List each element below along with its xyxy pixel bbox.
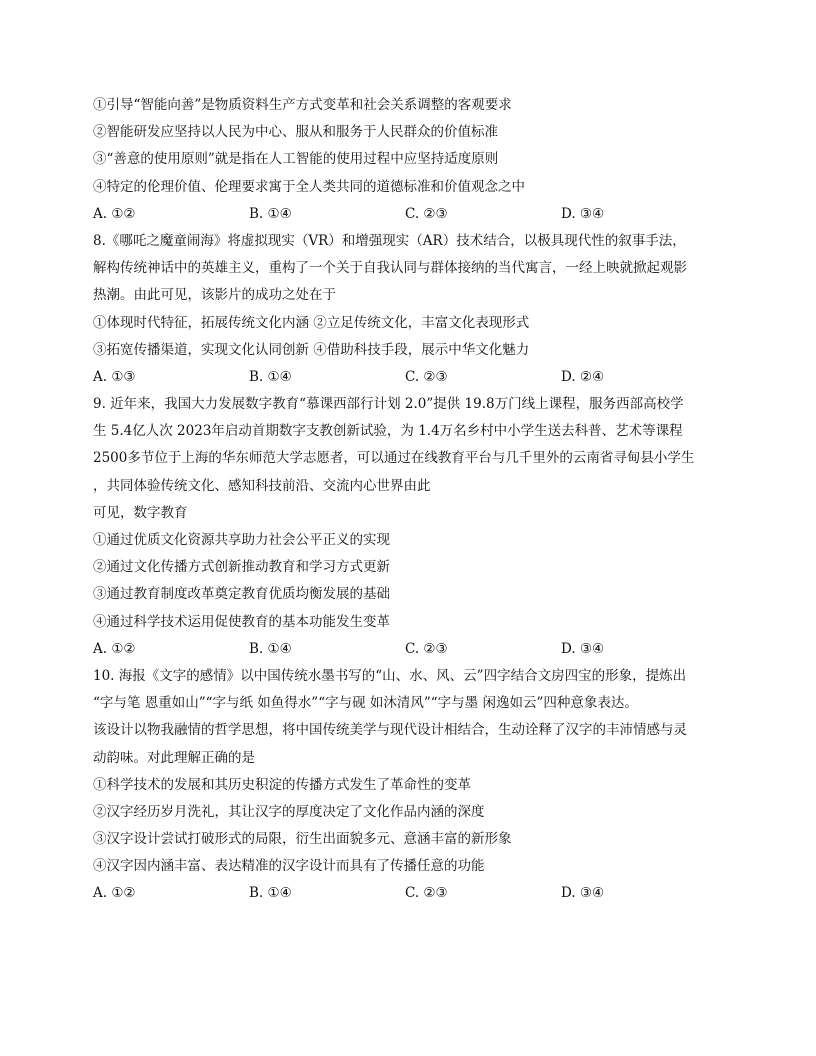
q8-option-d: D. ②④ <box>561 368 605 385</box>
exam-page <box>93 92 733 908</box>
q8-option-a: A. ①③ <box>93 368 136 385</box>
q8-stem-line-3: 热潮。由此可见，该影片的成功之处在于 <box>93 287 336 304</box>
q8-stem-line-1: 8.《哪吒之魔童闹海》将虚拟现实（VR）和增强现实（AR）技术结合，以极具现代性的叙事手法， <box>93 232 686 249</box>
question-9 <box>93 391 733 663</box>
question-7 <box>93 92 733 228</box>
q10-option-b: B. ①④ <box>249 885 292 902</box>
q9-option-d: D. ③④ <box>561 640 605 657</box>
q10-options <box>93 880 733 907</box>
q7-options <box>93 201 733 228</box>
q9-stem-line-3: 2500多节位于上海的华东师范大学志愿者，可以通过在线教育平台与几千里外的云南省寻甸县小学生 <box>93 450 695 467</box>
q7-item-1: ①引导“智能向善”是物质资料生产方式变革和社会关系调整的客观要求 <box>93 97 512 113</box>
q9-item-3: ③通过教育制度改革奠定教育优质均衡发展的基础 <box>93 586 390 603</box>
q10-option-a: A. ①② <box>93 885 136 902</box>
q8-stem-line-2: 解构传统神话中的英雄主义，重构了一个关于自我认同与群体接纳的当代寓言，一经上映就掀起观影 <box>93 260 687 277</box>
q10-stem-line-4: 动韵味。对此理解正确的是 <box>93 749 255 766</box>
q7-option-b: B. ①④ <box>249 205 292 222</box>
question-8 <box>93 228 733 391</box>
q9-option-b: B. ①④ <box>249 640 292 657</box>
q9-option-a: A. ①② <box>93 640 136 657</box>
q9-item-2: ②通过文化传播方式创新推动教育和学习方式更新 <box>93 559 390 576</box>
q7-option-a: A. ①② <box>93 205 136 222</box>
q10-item-3: ③汉字设计尝试打破形式的局限，衍生出面貌多元、意涵丰富的新形象 <box>93 831 512 848</box>
q8-options <box>93 364 733 391</box>
q10-item-4: ④汉字因内涵丰富、表达精准的汉字设计而具有了传播任意的功能 <box>93 858 485 875</box>
q10-item-1: ①科学技术的发展和其历史积淀的传播方式发生了革命性的变革 <box>93 776 471 793</box>
q8-item-2: ③拓宽传播渠道，实现文化认同创新 ④借助科技手段，展示中华文化魅力 <box>93 341 530 358</box>
q10-stem-line-2: “字与笔 恩重如山”“字与纸 如鱼得水”“字与砚 如沐清风”“字与墨 闲逸如云”四种意象表达。 <box>93 695 638 712</box>
question-10 <box>93 663 733 908</box>
q9-stem-line-2: 生 5.4亿人次 2023年启动首期数字支教创新试验，为 1.4万名乡村中小学生送去科普、艺术等课程 <box>93 423 683 440</box>
q9-stem-line-1: 9. 近年来，我国大力发展数字教育“慕课西部行计划 2.0”提供 19.8万门线上课程，服务西部高校学 <box>93 396 684 413</box>
q7-item-2: ②智能研发应坚持以人民为中心、服从和服务于人民群众的价值标准 <box>93 124 498 141</box>
q9-item-1: ①通过优质文化资源共享助力社会公平正义的实现 <box>93 532 390 548</box>
q9-item-4: ④通过科学技术运用促使教育的基本功能发生变革 <box>93 613 390 630</box>
q9-options <box>93 636 733 663</box>
q7-item-3: ③“善意的使用原则”就是指在人工智能的使用过程中应坚持适度原则 <box>93 151 499 168</box>
q7-option-c: C. ②③ <box>405 205 448 222</box>
q9-stem-line-5: 可见，数字教育 <box>93 504 188 521</box>
q8-option-b: B. ①④ <box>249 368 292 385</box>
q9-option-c: C. ②③ <box>405 640 448 657</box>
q10-item-2: ②汉字经历岁月洗礼，其让汉字的厚度决定了文化作品内涵的深度 <box>93 803 485 820</box>
q7-item-4: ④特定的伦理价值、伦理要求寓于全人类共同的道德标准和价值观念之中 <box>93 178 525 195</box>
q10-option-c: C. ②③ <box>405 885 448 902</box>
q8-item-1: ①体现时代特征，拓展传统文化内涵 ②立足传统文化，丰富文化表现形式 <box>93 314 530 331</box>
q10-option-d: D. ③④ <box>561 885 605 902</box>
q7-option-d: D. ③④ <box>561 205 605 222</box>
q8-option-c: C. ②③ <box>405 368 448 385</box>
q10-stem-line-3: 该设计以物我融情的哲学思想，将中国传统美学与现代设计相结合，生动诠释了汉字的丰沛情感与灵 <box>93 722 687 739</box>
q10-stem-line-1: 10. 海报《文字的感情》以中国传统水墨书写的“山、水、风、云”四字结合文房四宝的形象，提炼出 <box>93 667 687 684</box>
q9-stem-line-4: ，共同体验传统文化、感知科技前沿、交流内心世界由此 <box>93 477 431 494</box>
